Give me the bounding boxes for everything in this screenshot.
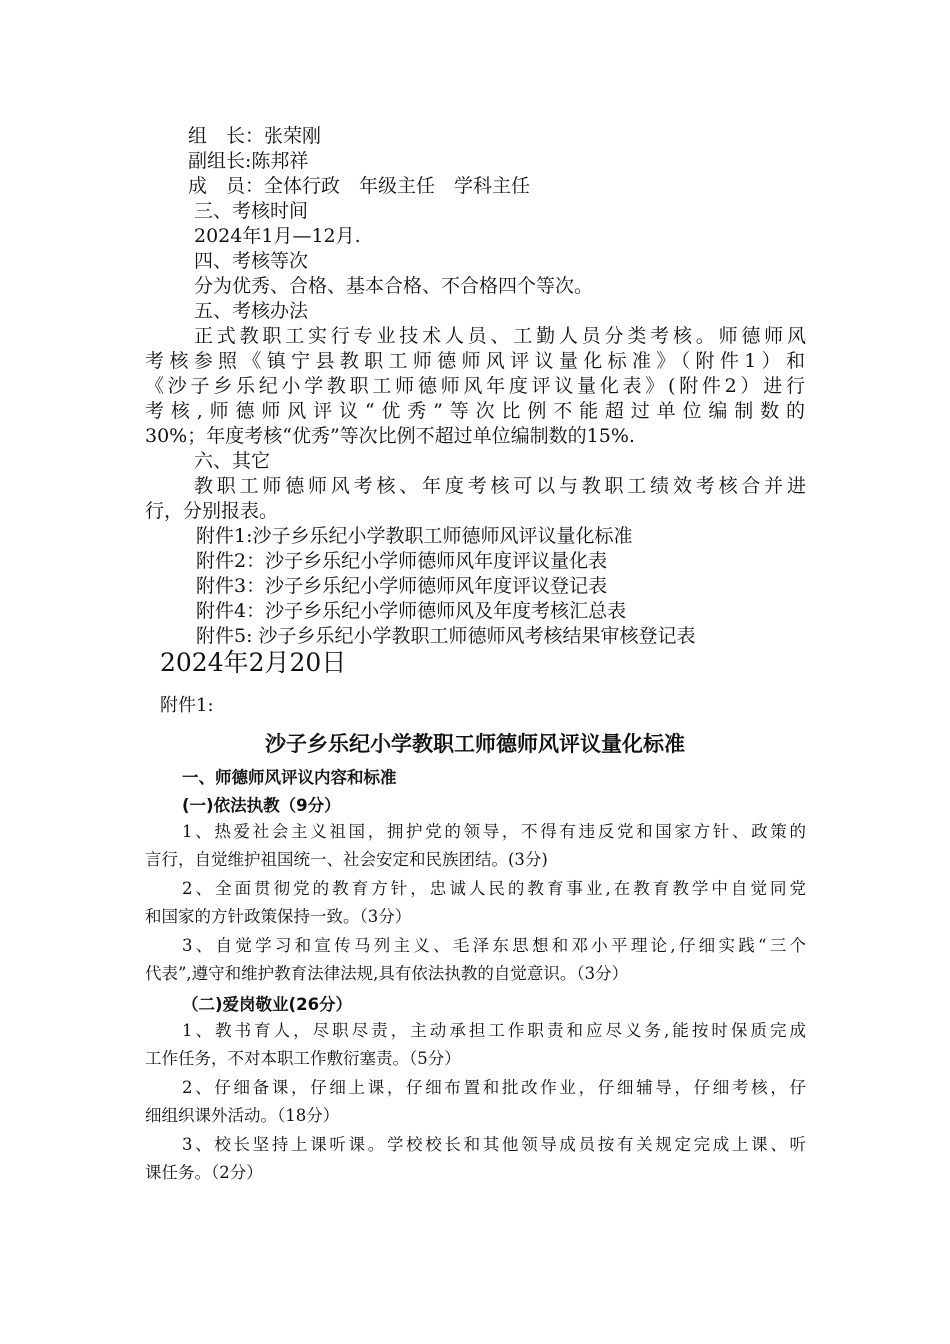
group-leader-line: 组 长：张荣刚 — [188, 125, 322, 147]
section-4-title: 四、考核等次 — [194, 250, 309, 272]
deputy-leader-line: 副组长:陈邦祥 — [188, 150, 309, 172]
section-5-line-4: 考核,师德师风评议“优秀”等次比例不能超过单位编制数的 — [145, 400, 805, 422]
item-4-line-2: 工作任务，不对本职工作敷衍塞责。（5分） — [145, 1049, 461, 1068]
attachment-2: 附件2：沙子乡乐纪小学师德师风年度评议量化表 — [196, 550, 608, 572]
attachment-5: 附件5: 沙子乡乐纪小学教职工师德师风考核结果审核登记表 — [196, 625, 696, 647]
item-4-line-1: 1、教书育人，尽职尽责，主动承担工作职责和应尽义务,能按时保质完成 — [182, 1021, 806, 1040]
section-5-line-5: 30%；年度考核“优秀”等次比例不超过单位编制数的15%. — [145, 425, 635, 447]
subsection-1-heading: (一)依法执教（9分） — [182, 796, 341, 815]
section-3-title: 三、考核时间 — [194, 200, 309, 222]
section-5-line-3: 《沙子乡乐纪小学教职工师德师风年度评议量化表》(附件2）进行 — [145, 375, 805, 397]
attachment-3: 附件3：沙子乡乐纪小学师德师风年度评议登记表 — [196, 575, 608, 597]
section-6-title: 六、其它 — [194, 450, 271, 472]
item-6-line-2: 课任务。（2分） — [145, 1163, 263, 1182]
subsection-2-heading: （二)爱岗敬业(26分） — [182, 995, 353, 1014]
section-5-line-1: 正式教职工实行专业技术人员、工勤人员分类考核。师德师风 — [194, 325, 806, 347]
item-5-line-2: 细组织课外活动。（18分） — [145, 1106, 340, 1125]
item-5-line-1: 2、仔细备课，仔细上课，仔细布置和批改作业，仔细辅导，仔细考核，仔 — [182, 1078, 806, 1097]
annex-title: 沙子乡乐纪小学教职工师德师风评议量化标准 — [265, 732, 685, 756]
item-2-line-2: 和国家的方针政策保持一致。（3分） — [145, 907, 412, 926]
item-1-line-2: 言行，自觉维护祖国统一、社会安定和民族团结。(3分) — [145, 850, 548, 869]
section-4-text: 分为优秀、合格、基本合格、不合格四个等次。 — [194, 275, 594, 297]
members-line: 成 员：全体行政 年级主任 学科主任 — [188, 175, 531, 197]
item-3-line-1: 3、自觉学习和宣传马列主义、毛泽东思想和邓小平理论,仔细实践“三个 — [182, 936, 806, 955]
annex-label: 附件1: — [160, 695, 214, 716]
section-5-line-2: 考核参照《镇宁县教职工师德师风评议量化标准》（附件1）和 — [145, 350, 805, 372]
item-1-line-1: 1、热爱社会主义祖国，拥护党的领导，不得有违反党和国家方针、政策的 — [182, 822, 806, 841]
section-6-line-2: 行，分别报表。 — [145, 500, 279, 522]
item-6-line-1: 3、校长坚持上课听课。学校校长和其他领导成员按有关规定完成上课、听 — [182, 1135, 806, 1154]
attachment-1: 附件1:沙子乡乐纪小学教职工师德师风评议量化标准 — [196, 525, 633, 547]
section-6-line-1: 教职工师德师风考核、年度考核可以与教职工绩效考核合并进 — [194, 475, 806, 497]
section-3-text: 2024年1月—12月. — [194, 225, 361, 247]
item-2-line-1: 2、全面贯彻党的教育方针，忠诚人民的教育事业,在教育教学中自觉同党 — [182, 879, 806, 898]
attachment-4: 附件4：沙子乡乐纪小学师德师风及年度考核汇总表 — [196, 600, 627, 622]
document-date: 2024年2月20日 — [160, 648, 347, 677]
part-1-heading: 一、师德师风评议内容和标准 — [182, 768, 397, 787]
item-3-line-2: 代表”,遵守和维护教育法律法规,具有依法执教的自觉意识。（3分） — [145, 964, 629, 983]
section-5-title: 五、考核办法 — [194, 300, 309, 322]
